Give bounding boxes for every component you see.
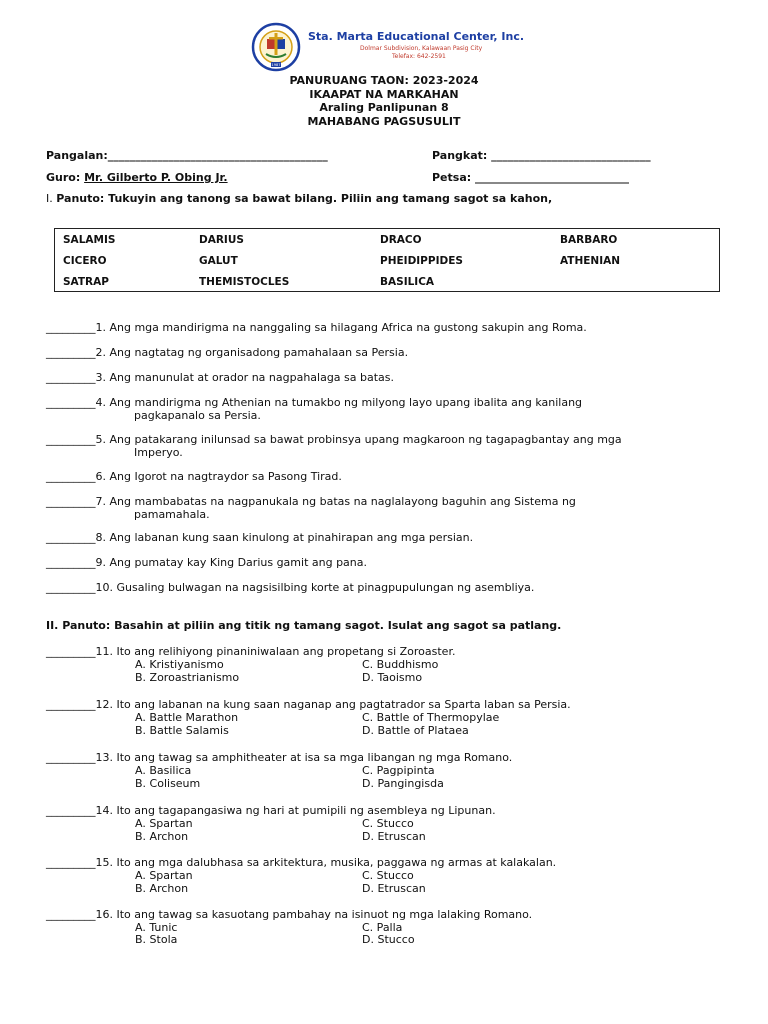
- option-c: C. Palla: [362, 921, 403, 934]
- answer-blank[interactable]: _________: [46, 321, 96, 334]
- option-a: A. Spartan: [135, 817, 193, 830]
- question-1: [46, 321, 587, 334]
- petsa-label: Petsa:: [432, 171, 472, 184]
- question-text-cont: pamamahala.: [134, 508, 210, 521]
- option-b: B. Battle Salamis: [135, 724, 229, 737]
- question-text: 2. Ang nagtatag ng organisadong pamahalaan sa Persia.: [95, 346, 409, 359]
- option-c: C. Pagpipinta: [362, 764, 435, 777]
- question-text: 8. Ang labanan kung saan kinulong at pinahirapan ang mga persian.: [95, 531, 474, 544]
- question-text: 1. Ang mga mandirigma na nanggaling sa hilagang Africa na gustong sakupin ang Roma.: [95, 321, 587, 334]
- question-text: 16. Ito ang tawag sa kasuotang pambahay na isinuot ng mga lalaking Romano.: [95, 908, 533, 921]
- question-text: 10. Gusaling bulwagan na nagsisilbing korte at pinagpupulungan ng asembliya.: [95, 581, 535, 594]
- question-text: 14. Ito ang tagapangasiwa ng hari at pumipili ng asembleya ng Lipunan.: [95, 804, 496, 817]
- word-bank-item: DRACO: [380, 234, 422, 246]
- guro-value: Mr. Gilberto P. Obing Jr.: [84, 171, 228, 184]
- answer-blank[interactable]: _________: [46, 581, 96, 594]
- answer-blank[interactable]: _________: [46, 433, 96, 446]
- school-name: Sta. Marta Educational Center, Inc.: [308, 30, 525, 43]
- word-bank-item: BASILICA: [380, 276, 435, 288]
- question-text: 9. Ang pumatay kay King Darius gamit ang pana.: [95, 556, 367, 569]
- word-bank-box: [54, 228, 720, 292]
- school-header: [250, 22, 550, 72]
- word-bank-item: ATHENIAN: [560, 255, 621, 267]
- question-text: 4. Ang mandirigma ng Athenian na tumakbo ng milyong layo upang ibalita ang kanilang: [95, 396, 583, 409]
- pangkat-blank[interactable]: _____________________________: [491, 149, 651, 162]
- petsa-blank[interactable]: ____________________________: [475, 171, 629, 184]
- option-d: D. Taoismo: [362, 671, 423, 684]
- option-a: A. Battle Marathon: [135, 711, 239, 724]
- pangalan-blank[interactable]: ________________________________________: [107, 149, 328, 162]
- option-a: A. Kristiyanismo: [135, 658, 224, 671]
- word-bank-item: BARBARO: [560, 234, 618, 246]
- option-b: B. Coliseum: [135, 777, 201, 790]
- answer-blank[interactable]: _________: [46, 645, 96, 658]
- question-text: 15. Ito ang mga dalubhasa sa arkitektura, musika, paggawa ng armas at kalakalan.: [95, 856, 557, 869]
- answer-blank[interactable]: _________: [46, 908, 96, 921]
- question-text: 11. Ito ang relihiyong pinaniniwalaan ang propetang si Zoroaster.: [95, 645, 456, 658]
- date-row: [432, 171, 629, 184]
- question-6: [46, 470, 342, 483]
- part1-instruction: [46, 192, 552, 205]
- question-text: 7. Ang mambabatas na nagpanukala ng batas na naglalayong baguhin ang Sistema ng: [95, 495, 576, 508]
- word-bank-item: THEMISTOCLES: [199, 276, 290, 288]
- option-b: B. Archon: [135, 830, 189, 843]
- answer-blank[interactable]: _________: [46, 531, 96, 544]
- question-12: [46, 698, 571, 711]
- question-5: [46, 433, 622, 459]
- question-text-cont: pagkapanalo sa Persia.: [134, 409, 261, 422]
- seal-year: 1987: [271, 63, 281, 68]
- option-c: C. Stucco: [362, 817, 414, 830]
- option-d: D. Battle of Plataea: [362, 724, 469, 737]
- question-15: [46, 856, 556, 869]
- option-c: C. Buddhismo: [362, 658, 439, 671]
- question-text: 3. Ang manunulat at orador na nagpahalaga sa batas.: [95, 371, 395, 384]
- word-bank-item: CICERO: [63, 255, 107, 267]
- option-b: B. Archon: [135, 882, 189, 895]
- answer-blank[interactable]: _________: [46, 556, 96, 569]
- option-d: D. Pangingisda: [362, 777, 444, 790]
- answer-blank[interactable]: _________: [46, 396, 96, 409]
- question-7: [46, 495, 576, 521]
- school-address: Dolmar Subdivision, Kalawaan Pasig City: [360, 45, 483, 52]
- option-d: D. Etruscan: [362, 882, 426, 895]
- question-14: [46, 804, 496, 817]
- exam-type-title: MAHABANG PAGSUSULIT: [307, 114, 461, 128]
- answer-blank[interactable]: _________: [46, 346, 96, 359]
- question-8: [46, 531, 473, 544]
- option-d: D. Etruscan: [362, 830, 426, 843]
- part1-instruction-text: Panuto: Tukuyin ang tanong sa bawat bilang. Piliin ang tamang sagot sa kahon,: [56, 192, 553, 205]
- pangkat-label: Pangkat:: [432, 149, 488, 162]
- answer-blank[interactable]: _________: [46, 371, 96, 384]
- question-13: [46, 751, 512, 764]
- name-row: [46, 149, 328, 162]
- answer-blank[interactable]: _________: [46, 495, 96, 508]
- question-text: 12. Ito ang labanan na kung saan naganap ang pagtatrador sa Sparta laban sa Persia.: [95, 698, 571, 711]
- answer-blank[interactable]: _________: [46, 698, 96, 711]
- option-b: B. Stola: [135, 933, 178, 946]
- option-c: C. Battle of Thermopylae: [362, 711, 500, 724]
- word-bank-item: GALUT: [199, 255, 238, 267]
- question-11: [46, 645, 455, 658]
- answer-blank[interactable]: _________: [46, 470, 96, 483]
- word-bank-item: SALAMIS: [63, 234, 116, 246]
- word-bank-item: PHEIDIPPIDES: [380, 255, 463, 267]
- section-row: [432, 149, 651, 162]
- school-year-title: PANURUANG TAON: 2023-2024: [289, 74, 479, 87]
- question-text: 6. Ang Igorot na nagtraydor sa Pasong Tirad.: [95, 470, 342, 483]
- option-a: A. Basilica: [135, 764, 192, 777]
- question-text-cont: Imperyo.: [134, 446, 183, 459]
- answer-blank[interactable]: _________: [46, 751, 96, 764]
- question-2: [46, 346, 408, 359]
- quarter-title: IKAAPAT NA MARKAHAN: [309, 87, 459, 101]
- pangalan-label: Pangalan:: [46, 149, 108, 162]
- question-text: 5. Ang patakarang inilunsad sa bawat probinsya upang magkaroon ng tagapagbantay ang mga: [95, 433, 622, 446]
- question-10: [46, 581, 534, 594]
- question-3: [46, 371, 394, 384]
- option-a: A. Tunic: [135, 921, 178, 934]
- word-bank-item: DARIUS: [199, 234, 244, 246]
- question-9: [46, 556, 367, 569]
- question-16: [46, 908, 532, 921]
- part1-number: I.: [46, 192, 53, 205]
- school-phone: Telefax: 642-2591: [392, 53, 446, 60]
- answer-blank[interactable]: _________: [46, 856, 96, 869]
- exam-titles: [0, 74, 768, 128]
- word-bank-item: SATRAP: [63, 276, 109, 288]
- answer-blank[interactable]: _________: [46, 804, 96, 817]
- option-b: B. Zoroastrianismo: [135, 671, 240, 684]
- option-a: A. Spartan: [135, 869, 193, 882]
- option-d: D. Stucco: [362, 933, 415, 946]
- question-4: [46, 396, 582, 422]
- option-c: C. Stucco: [362, 869, 414, 882]
- part2-instruction: II. Panuto: Basahin at piliin ang titik ng tamang sagot. Isulat ang sagot sa patlang.: [46, 619, 562, 632]
- subject-title: Araling Panlipunan 8: [319, 101, 449, 114]
- guro-label: Guro:: [46, 171, 81, 184]
- teacher-row: [46, 171, 228, 184]
- school-seal-logo: [250, 22, 302, 72]
- question-text: 13. Ito ang tawag sa amphitheater at isa sa mga libangan ng mga Romano.: [95, 751, 513, 764]
